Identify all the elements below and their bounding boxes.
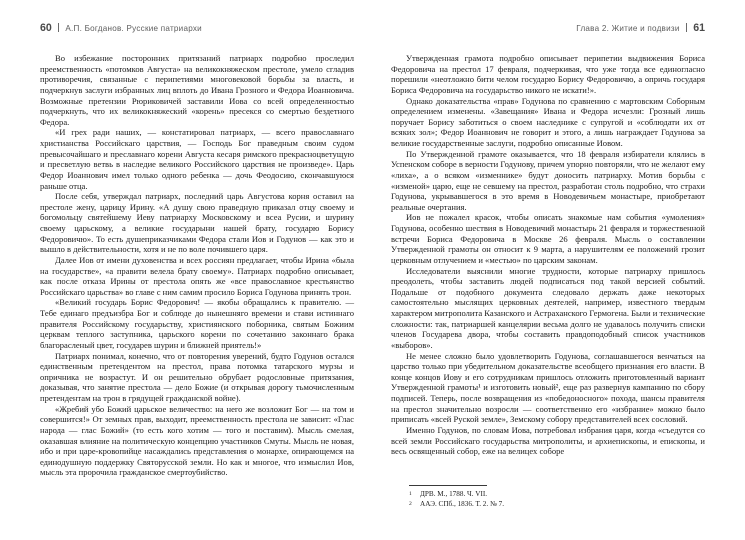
paragraph: Утвержденная грамота подробно описывает перипетии выдвижения Бориса Федоровича на престол 17 февраля, подчеркивая, что уже тогда все единогласно порешили «неотложно бити челом государю Борису Федоровичю, а опричь государя Бориса Федоровича на государьство никого не искати!».	[391, 53, 705, 95]
right-running-title: Глава 2. Житие и подвизи	[576, 24, 680, 33]
paragraph: Именно Годунов, по словам Иова, потребовал избрания царя, когда «съедутся со всей земли Российскаго государьства митрополиты, и архиепископы, и епископы, и весь освященный собор, еже на велицех соборе	[391, 424, 705, 457]
footnote-block	[391, 485, 705, 510]
paragraph: Иов не пожалел красок, чтобы описать знакомые нам события «умоления» Годунова, особенно шествия в Новодевичий монастырь 21 февраля и торжественной встречи Бориса Федоровича в Москве 26 февраля. Мысль о составлении Утвержденной грамоты он относит к 9 марта, а нарушителям ее положений грозит церковным отлучением и «местью» по царским законам.	[391, 212, 705, 265]
right-page-number: 61	[693, 22, 705, 34]
right-page	[373, 0, 745, 540]
paragraph: Однако доказательства «прав» Годунова по сравнению с мартовским Соборным определением изменены. «Завещания» Ивана и Федора исчезли: Грозный лишь поручает Борису заботиться о своем наследнике с супругой и «соблюдати их от всяких зол»; Федор Иоаннович не говорит и этого, а лишь награждает Годунова за великие государственные заслуги, подробно описанные Иовом.	[391, 95, 705, 148]
footnote-text: ААЭ. СПб., 1836. Т. 2. № 7.	[420, 499, 505, 508]
footnote-text: ДРВ. М., 1788. Ч. VII.	[420, 489, 488, 498]
paragraph: После себя, утверждал патриарх, последний царь Августова корня оставил на престоле жену, царицу Ирину. «А душу свою праведную приказал отцу своему и богомольцу святейшему Иеву патриарху Московскому и всеа Русии, и шурину своему царьскому, а великие государыни нашей брату, государю Борису Федоровичю». То есть душеприказчиками Федора стали Иов и Годунов — как это и вышло в действительности, хотя и не по воле почившего царя.	[40, 191, 354, 255]
left-running-title: А.П. Богданов. Русские патриархи	[65, 24, 202, 33]
footnote-marker: 1	[409, 491, 412, 498]
running-head-separator-icon	[686, 23, 688, 32]
footnote-item	[409, 490, 705, 500]
footnote-rule	[409, 485, 487, 486]
footnote-marker: 2	[409, 501, 412, 508]
running-head-separator-icon	[58, 23, 60, 32]
paragraph: «Великий государь Борис Федорович! — якобы обращались к правителю. — Тебе единаго предъизбра Бог и соблюде до нынешняго времени и стави истиннаго правителя Российскому государьству, християнского поборника, святым Божиим церквам теплого заступника, царьского корени по сочетанию законнаго брака благорасленый цвет, государев шурин и ближней приятель!»	[40, 297, 354, 350]
paragraph: Патриарх понимал, конечно, что от повторения уверений, будто Годунов остался единственным претендентом на престол, права потомка татарского мурзы и опричника не возрастут. И он решительно обрубает родословные притязания, доказывая, что занятие престола — дело Божие (и открывая дорогу тьмочисленным претендентам на трон в грядущей гражданской войне).	[40, 350, 354, 403]
paragraph: Не менее сложно было удовлетворить Годунова, соглашавшегося венчаться на царство только при убедительном доказательстве всеобщего признания его власти. В конце концов Иову и его сотрудникам пришлось отложить приготовленный вариант Утвержденной грамоты¹ и изготовить новый², еще раз развернув кампанию по сбору подписей. Теперь, после возвращения из «победоносного» похода, шансы правителя на престол значительно возросли — соответственно его «избрание» можно было приписать «всей Руской земле», Земскому собору представителей всех сословий.	[391, 350, 705, 425]
paragraph: По Утвержденной грамоте оказывается, что 18 февраля избиратели клялись в Успенском соборе в верности Годунову, причем упорно повторяли, что не желают ему «лиха», а о всяком «изменнике» будут доносить патриарху. Мотив борьбы с «изменой» царю, еще не севшему на престол, разработан столь подробно, что страхи Годунова, укрывавшегося в это время в Новодевичьем монастыре, приобретают реальные очертания.	[391, 148, 705, 212]
paragraph: «Жребий убо Божий царьское величество: на него же возложит Бог — на том и совершится!» От земных прав, выходит, преемственность престола не зависит: «Глас народа — глас Божий» (то есть кого хотим — того и поставим). Мысль смелая, оказавшая влияние на политическую концепцию участников Смуты. Мысль не новая, ибо и при царе-кровопийце насаждались представления о монархе, опирающемся на единодушную поддержку Святорусской земли. Но как и многое, что измыслил Иов, мысль эта пророчила гражданское смертоубийство.	[40, 403, 354, 478]
right-text-column	[391, 53, 705, 457]
left-running-head	[40, 22, 354, 34]
paragraph: «И грех ради наших, — констатировал патриарх, — всего православнаго христианства Российскаго царствия, — Господь Бог праведным своим судом превысочайшаго и преславнаго корени Августа кесаря римского прекрасноцветущую и пресветлую ветвь в наследие великого Российского царствия не произведе». Царь Федор Иоаннович имел только одного ребенка — дочь Феодосию, скончавшуюся раньше отца.	[40, 127, 354, 191]
left-page	[0, 0, 372, 540]
paragraph: Исследователи выяснили многие трудности, которые патриарху пришлось преодолеть, чтобы заставить людей подписаться под такой версией событий. Подальше от подобного документа следовало держать даже некоторых самостоятельно мыслящих церковных деятелей, например, известного твердым характером митрополита Казанского и Астраханского Гермогена. Были и технические сложности: так, патриаршей канцелярии весьма долго не удавалось получить списки членов Государева двора, чтобы составить правдоподобный список участников «выборов».	[391, 265, 705, 350]
footnote-item	[409, 500, 705, 510]
right-running-head	[391, 22, 705, 34]
paragraph: Далее Иов от имени духовенства и всех россиян предлагает, чтобы Ирина «была на государстве», «а правити велела брату своему». Патриарх подробно описывает, как после отказа Ирины от престола опять же «все православное крестьянство Российскаго царьства» во главе с ним самим просило Бориса Годунова принять трон.	[40, 254, 354, 297]
paragraph: Во избежание посторонних притязаний патриарх подробно проследил преемственность «потомков Августа» на великокняжеском престоле, умело сгладив противоречия, связанные с перипетиями многовековой борьбы за власть, и подчеркнув заслуги избранных лиц вплоть до Ивана Грозного и Федора Иоанновича. Возможные претензии Рюриковичей заставили Иова со всей определенностью подчеркнуть, что их великокняжеский «корень» пресекся со смертью бездетного Федора.	[40, 53, 354, 127]
left-page-number: 60	[40, 22, 52, 34]
left-text-column	[40, 53, 354, 478]
